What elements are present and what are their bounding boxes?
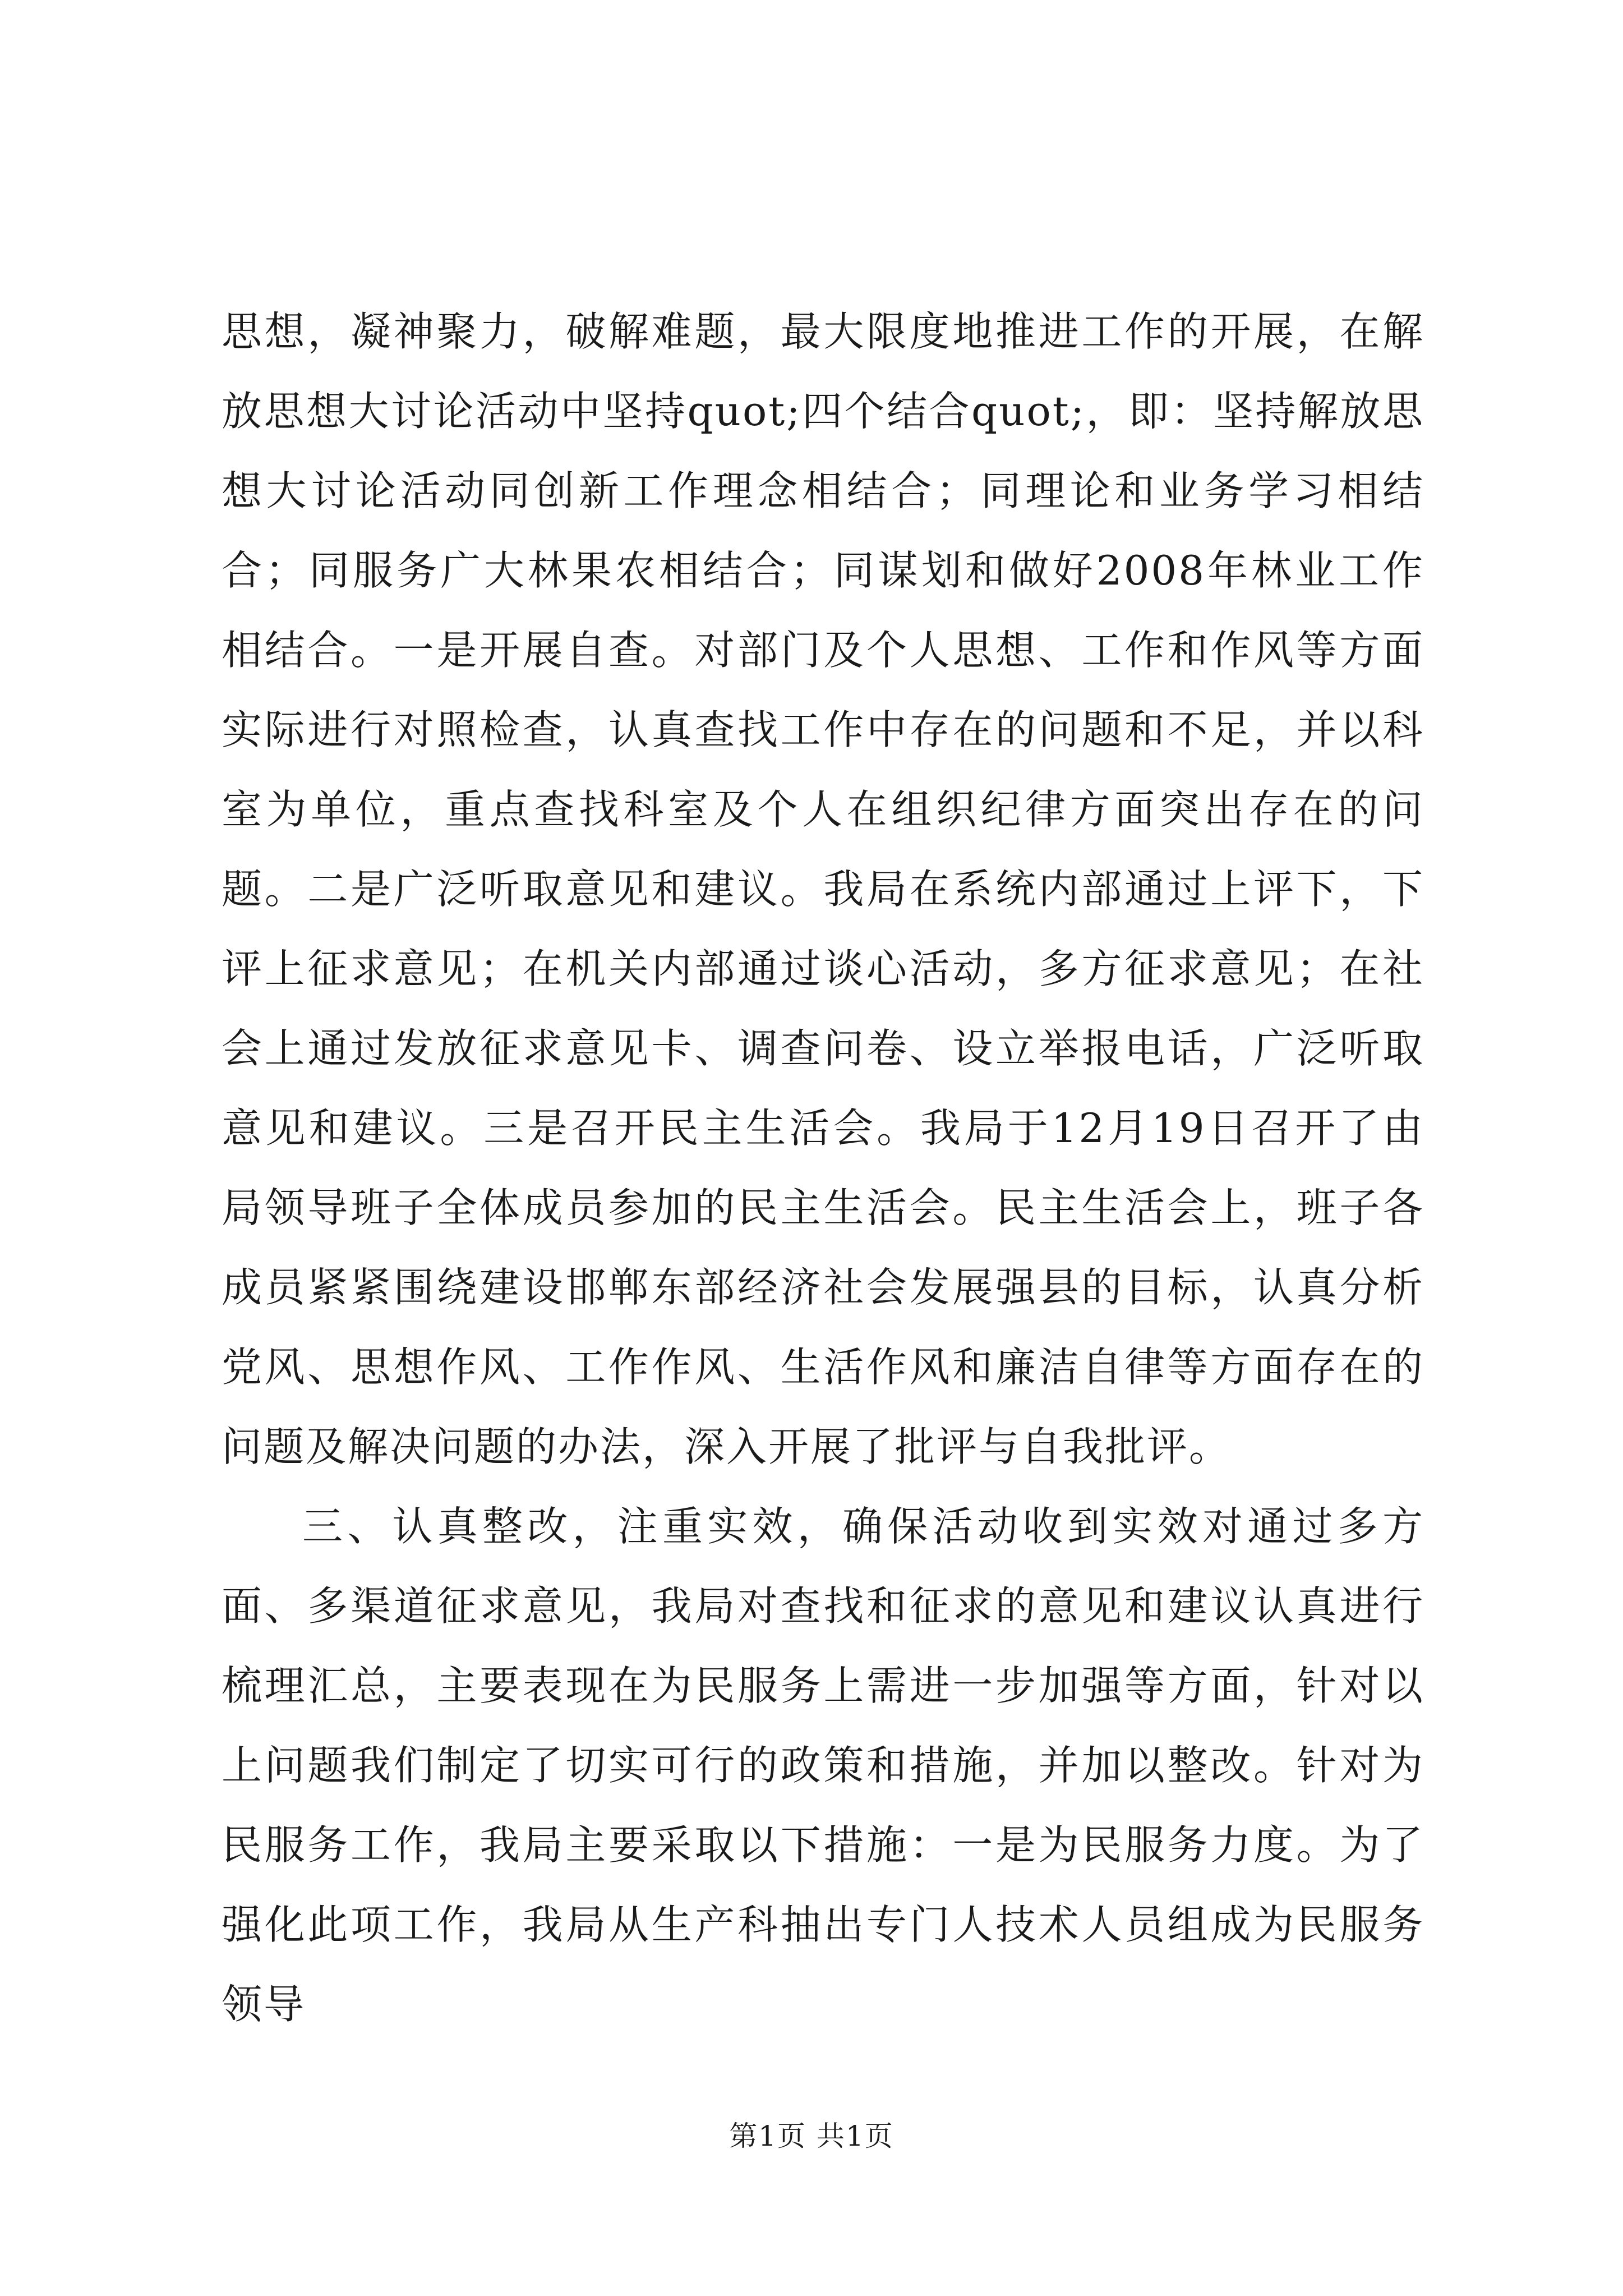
paragraph-section-three: 三、认真整改，注重实效，确保活动收到实效对通过多方面、多渠道征求意见，我局对查找和征求的意见和建议认真进行梳理汇总，主要表现在为民服务上需进一步加强等方面，针对以上问题我们制定了切实可行的政策和措施，并加以整改。针对为民服务工作，我局主要采取以下措施：一是为民服务力度。为了强化此项工作，我局从生产科抽出专门人技术人员组成为民服务领导 — [222, 1503, 1424, 2028]
paragraph-continued: 思想，凝神聚力，破解难题，最大限度地推进工作的开展，在解放思想大讨论活动中坚持quot;四个结合quot;，即：坚持解放思想大讨论活动同创新工作理念相结合；同理论和业务学习相结合；同服务广大林果农相结合；同谋划和做好2008年林业工作相结合。一是开展自查。对部门及个人思想、工作和作风等方面实际进行对照检查，认真查找工作中存在的问题和不足，并以科室为单位，重点查找科室及个人在组织纪律方面突出存在的问题。二是广泛听取意见和建议。我局在系统内部通过上评下，下评上征求意见；在机关内部通过谈心活动，多方征求意见；在社会上通过发放征求意见卡、调查问卷、设立举报电话，广泛听取意见和建议。三是召开民主生活会。我局于12月19日召开了由局领导班子全体成员参加的民主生活会。民主生活会上，班子各成员紧紧围绕建设邯郸东部经济社会发展强县的目标，认真分析党风、思想作风、工作作风、生活作风和廉洁自律等方面存在的问题及解决问题的办法，深入开展了批评与自我批评。 — [222, 308, 1424, 1470]
page-footer: 第1页 共1页 — [729, 2120, 894, 2152]
document-body — [222, 292, 1424, 2044]
